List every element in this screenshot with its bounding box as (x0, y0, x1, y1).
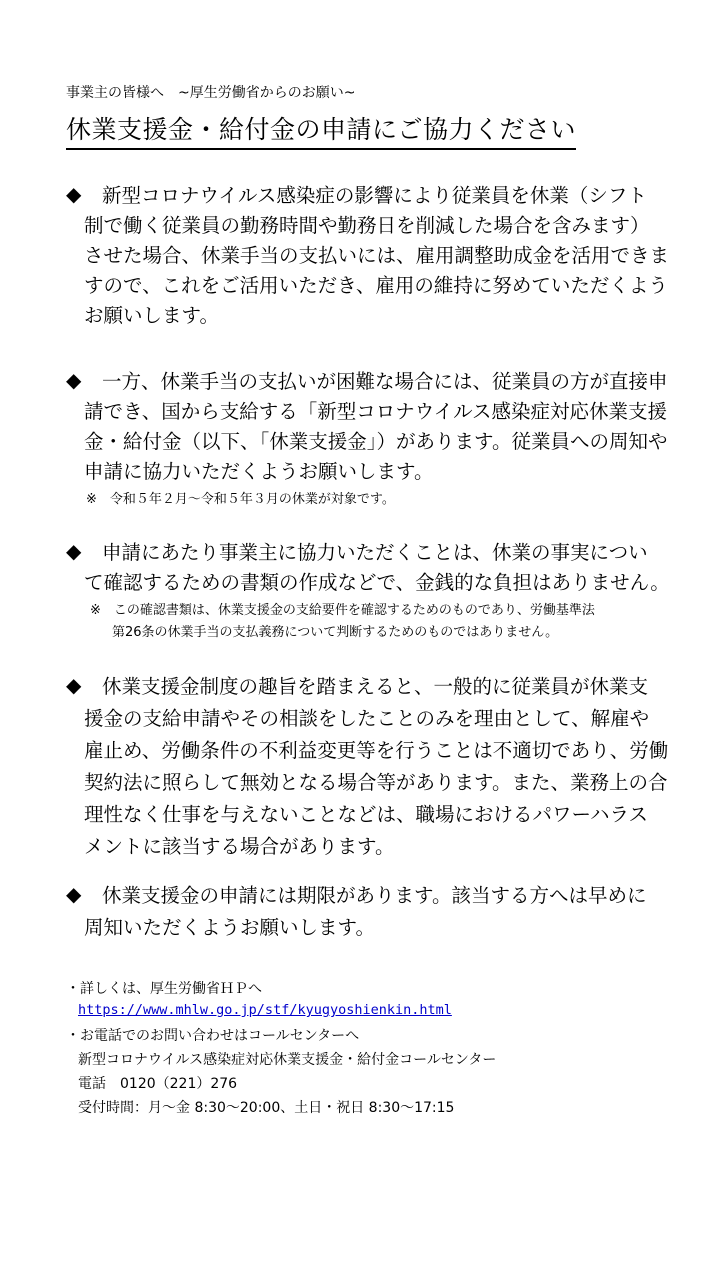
bullet-line: 契約法に照らして無効となる場合等があります。また、業務上の合 (84, 771, 668, 794)
lead-text: 事業主の皆様へ ~厚生労働省からのお願い~ (66, 85, 356, 101)
bullet-line: 申請にあたり事業主に協力いただくことは、休業の事実につい (102, 541, 648, 564)
bullet-line: 制で働く従業員の勤務時間や勤務日を削減した場合を含みます） (84, 214, 650, 237)
bullet-line: メントに該当する場合があります。 (84, 835, 395, 858)
phone-number: 電話 0120（221）276 (78, 1076, 238, 1092)
bullet-line: 一方、休業手当の支払いが困難な場合には、従業員の方が直接申 (102, 370, 668, 393)
bullet-line: させた場合、休業手当の支払いには、雇用調整助成金を活用できま (84, 244, 670, 267)
bullet-line: 休業支援金の申請には期限があります。該当する方へは早めに (102, 884, 647, 907)
phone-intro: ・お電話でのお問い合わせはコールセンターへ (66, 1028, 360, 1044)
bullet-line: すので、これをご活用いただき、雇用の維持に努めていただくよう (84, 274, 668, 297)
note-text: 第26条の休業手当の支払義務について判断するためのものではありません。 (112, 625, 559, 640)
bullet-line: 金・給付金（以下、「休業支援金」）があります。従業員への周知や (84, 430, 668, 453)
diamond-bullet-icon: ◆ (66, 368, 82, 392)
diamond-bullet-icon: ◆ (66, 882, 82, 906)
diamond-bullet-icon: ◆ (66, 673, 82, 697)
bullet-line: 請でき、国から支給する「新型コロナウイルス感染症対応休業支援 (84, 400, 668, 423)
mhlw-url-link[interactable]: https://www.mhlw.go.jp/stf/kyugyoshienkin.html (78, 1002, 452, 1018)
bullet-line: お願いします。 (84, 304, 219, 327)
bullet-line: 申請に協力いただくようお願いします。 (84, 460, 434, 483)
call-center-name: 新型コロナウイルス感染症対応休業支援金・給付金コールセンター (78, 1052, 497, 1068)
note-text: ※ この確認書類は、休業支援金の支給要件を確認するためのものであり、労働基準法 (90, 603, 595, 618)
details-label: ・詳しくは、厚生労働省ＨＰへ (66, 981, 262, 997)
bullet-line: 援金の支給申請やその相談をしたことのみを理由として、解雇や (84, 707, 650, 730)
reception-hours: 受付時間：月～金 8:30～20:00、土日・祝日 8:30～17:15 (78, 1100, 455, 1116)
bullet-line: 周知いただくようお願いします。 (84, 916, 375, 939)
page-title: 休業支援金・給付金の申請にご協力ください (66, 110, 576, 150)
diamond-bullet-icon: ◆ (66, 539, 82, 563)
bullet-line: 休業支援金制度の趣旨を踏まえると、一般的に従業員が休業支 (102, 675, 649, 698)
note-text: ※ 令和５年２月～令和５年３月の休業が対象です。 (86, 492, 395, 507)
bullet-line: 理性なく仕事を与えないことなどは、職場におけるパワーハラス (84, 803, 648, 826)
diamond-bullet-icon: ◆ (66, 182, 82, 206)
bullet-line: 雇止め、労働条件の不利益変更等を行うことは不適切であり、労働 (84, 739, 669, 762)
bullet-line: て確認するための書類の作成などで、金銭的な負担はありません。 (84, 571, 670, 594)
bullet-line: 新型コロナウイルス感染症の影響により従業員を休業（シフト (102, 184, 647, 207)
